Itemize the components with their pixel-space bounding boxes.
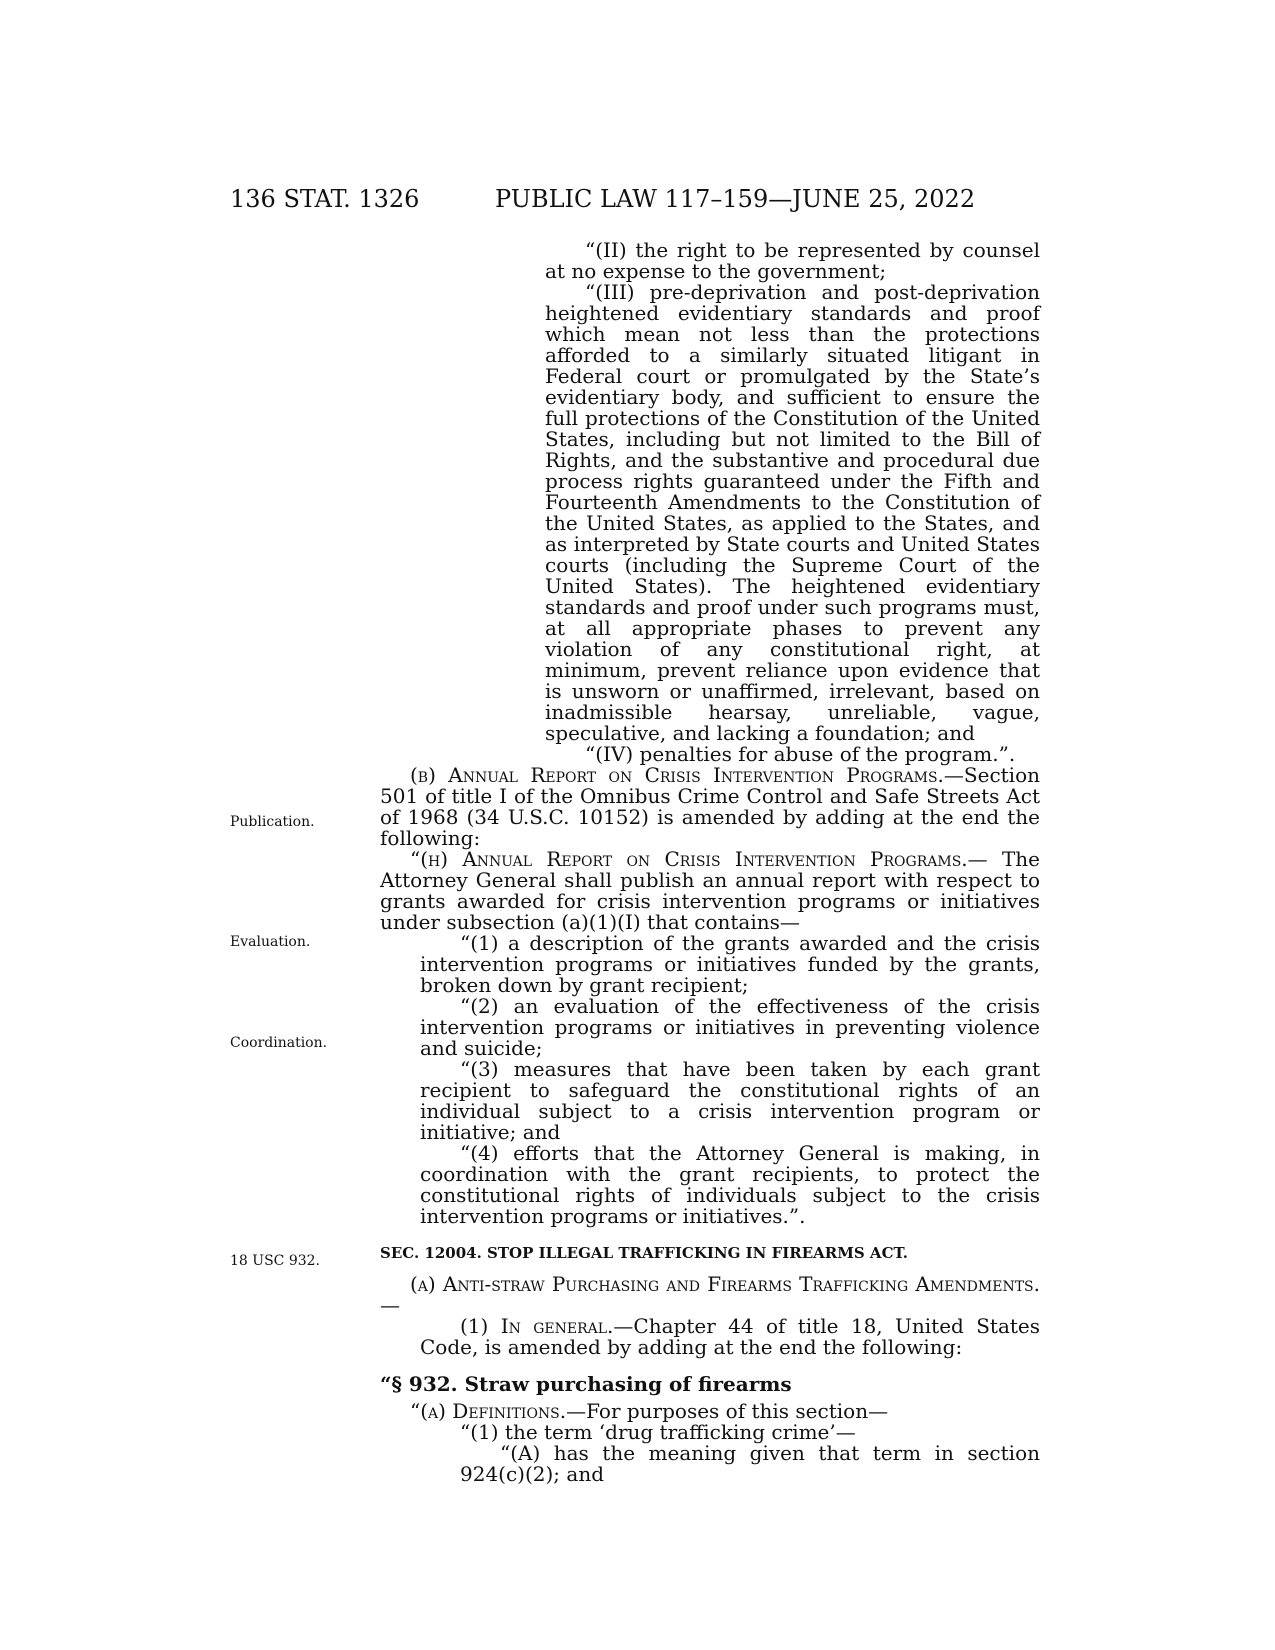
body-text <box>380 240 1040 1485</box>
definitions-text: For purposes of this section— <box>586 1399 889 1423</box>
subsection-h <box>380 849 1040 933</box>
paragraph-ii: “(II) the right to be represented by counsel at no expense to the government; <box>545 238 1040 283</box>
section-932-title: “§ 932. Straw purchasing of firearms <box>380 1372 792 1396</box>
margin-note-coordination: Coordination. <box>230 1035 328 1051</box>
margin-note-usc: 18 USC 932. <box>230 1253 320 1269</box>
definition-1-a: “(A) has the meaning given that term in section 924(c)(2); and <box>460 1441 1040 1486</box>
definitions <box>380 1401 1040 1422</box>
item-2: “(2) an evaluation of the effectiveness of the crisis intervention programs or initiatives in preventing violence and suicide; <box>420 994 1040 1060</box>
item-3: “(3) measures that have been taken by each grant recipient to safeguard the constitutional rights of an individual subject to a crisis intervention program or initiative; and <box>420 1057 1040 1144</box>
stat-page-number: 136 STAT. 1326 <box>230 185 420 213</box>
subsection-a-heading: (a) Anti-straw Purchasing and Firearms Trafficking Amendments.— <box>380 1272 1040 1317</box>
subsection-b-heading: (b) Annual Report on Crisis Intervention Programs.— <box>410 763 964 787</box>
subsection-h-heading: “(h) Annual Report on Crisis Intervention Programs.— <box>410 847 988 871</box>
paragraph-1-heading: (1) In general.— <box>460 1314 634 1338</box>
section-heading: SEC. 12004. STOP ILLEGAL TRAFFICKING IN FIREARMS ACT. <box>380 1244 908 1262</box>
definition-1: “(1) the term ‘drug trafficking crime’— <box>460 1420 856 1444</box>
paragraph-iv: “(IV) penalties for abuse of the program.”. <box>585 742 1016 766</box>
paragraph-iii: “(III) pre-deprivation and post-deprivation heightened evidentiary standards and proof which mean not less than the protections afforded to a similarly situated litigant in Federal court or promulgated by the State’s evidentiary body, and sufficient to ensure the full protections of the Constitution of the United States, including but not limited to the Bill of Rights, and the substantive and procedural due process rights guaranteed under the Fifth and Fourteenth Amendments to the Constitution of the United States, as applied to the States, and as interpreted by State courts and United States courts (including the Supreme Court of the United States). The heightened evidentiary standards and proof under such programs must, at all appropriate phases to prevent any violation of any constitutional right, at minimum, prevent reliance upon evidence that is unsworn or unaffirmed, irrelevant, based on inadmissible hearsay, unreliable, vague, speculative, and lacking a foundation; and <box>545 280 1040 745</box>
subsection-a <box>380 1274 1040 1316</box>
margin-note-evaluation: Evaluation. <box>230 934 311 950</box>
law-title: PUBLIC LAW 117–159—JUNE 25, 2022 <box>495 185 976 213</box>
paragraph-1-text: Chapter 44 of title 18, United States Code, is amended by adding at the end the following: <box>420 1314 1040 1359</box>
margin-note-publication: Publication. <box>230 814 315 830</box>
definitions-heading: “(a) Definitions.— <box>410 1399 587 1423</box>
item-1: “(1) a description of the grants awarded and the crisis intervention programs or initiatives funded by the grants, broken down by grant recipient; <box>420 931 1040 997</box>
paragraph-1 <box>380 1316 1040 1358</box>
subsection-b-text: Section 501 of title I of the Omnibus Crime Control and Safe Streets Act of 1968 (34 U.S.C. 10152) is amended by adding at the end the following: <box>380 763 1040 850</box>
item-4: “(4) efforts that the Attorney General is making, in coordination with the grant recipients, to protect the constitutional rights of individuals subject to the crisis intervention programs or initiatives.”. <box>420 1141 1040 1228</box>
subsection-h-text: The Attorney General shall publish an annual report with respect to grants awarded for crisis intervention programs or initiatives under subsection (a)(1)(I) that contains— <box>380 847 1041 934</box>
subsection-b <box>380 765 1040 849</box>
